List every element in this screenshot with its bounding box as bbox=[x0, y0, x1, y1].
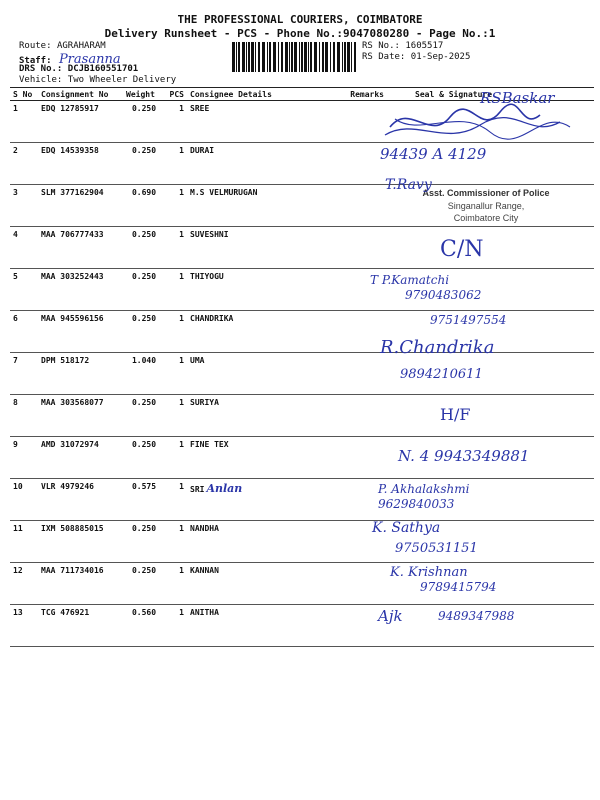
barcode-bar bbox=[273, 42, 276, 72]
cell-consignment-no bbox=[38, 521, 123, 563]
cell-consignment-no bbox=[38, 143, 123, 185]
cell-weight bbox=[123, 353, 165, 395]
signature-8-text: H/F bbox=[440, 405, 471, 424]
cell-pcs-text: 1 bbox=[179, 440, 184, 449]
col-header-remarks: Remarks bbox=[337, 88, 387, 101]
signature-9-text: N. 4 9943349881 bbox=[398, 447, 530, 465]
cell-weight-text: 0.250 bbox=[131, 230, 157, 239]
cell-pcs bbox=[165, 395, 187, 437]
barcode-bar bbox=[330, 42, 331, 72]
cell-pcs bbox=[165, 311, 187, 353]
cell-pcs-text: 1 bbox=[179, 104, 184, 113]
barcode-bar bbox=[347, 42, 350, 72]
barcode-bar bbox=[344, 42, 346, 72]
rs-no-line bbox=[362, 41, 443, 51]
cell-sno-text: 6 bbox=[13, 314, 18, 323]
signature-1-text: RSBaskar bbox=[480, 89, 555, 107]
cell-sno bbox=[10, 605, 38, 647]
barcode-bar bbox=[246, 42, 247, 72]
route-line bbox=[19, 41, 106, 51]
cell-weight bbox=[123, 395, 165, 437]
cell-consignment-no-text: EDQ 12785917 bbox=[41, 104, 99, 113]
barcode-bar bbox=[308, 42, 309, 72]
cell-pcs-text: 1 bbox=[179, 356, 184, 365]
signature-6-text: 9751497554 bbox=[430, 313, 507, 327]
cell-consignment-no-text: MAA 711734016 bbox=[41, 566, 104, 575]
signature-10-phone: 9629840033 bbox=[378, 497, 455, 511]
cell-weight-text: 1.040 bbox=[131, 356, 157, 365]
cell-weight-text: 0.250 bbox=[131, 524, 157, 533]
cell-sno bbox=[10, 101, 38, 143]
cell-sno-text: 7 bbox=[13, 356, 18, 365]
cell-sno bbox=[10, 353, 38, 395]
cell-pcs-text: 1 bbox=[179, 230, 184, 239]
signature-12-phone: 9789415794 bbox=[420, 580, 497, 594]
cell-pcs bbox=[165, 479, 187, 521]
signature-11-name: K. Sathya bbox=[372, 520, 441, 536]
cell-sno bbox=[10, 479, 38, 521]
cell-consignee bbox=[187, 437, 337, 479]
cell-weight bbox=[123, 311, 165, 353]
cell-consignment-no-text: IXM 508885015 bbox=[41, 524, 104, 533]
barcode bbox=[232, 42, 358, 72]
rs-date-value: 01-Sep-2025 bbox=[410, 52, 471, 62]
barcode-bar bbox=[269, 42, 271, 72]
cell-sno-text: 5 bbox=[13, 272, 18, 281]
drs-line bbox=[19, 64, 138, 74]
col-header-seal-signature: Seal & Signature bbox=[387, 88, 594, 101]
signature-12-name: K. Krishnan bbox=[390, 565, 468, 580]
barcode-bar bbox=[289, 42, 290, 72]
barcode-bar bbox=[238, 42, 240, 72]
cell-consignee-text: SRI bbox=[190, 485, 205, 494]
cell-consignee-text: SURIYA bbox=[190, 398, 219, 407]
cell-consignee bbox=[187, 395, 337, 437]
cell-pcs-text: 1 bbox=[179, 608, 184, 617]
cell-weight bbox=[123, 605, 165, 647]
barcode-bar bbox=[314, 42, 317, 72]
cell-sno-text: 12 bbox=[13, 566, 23, 575]
cell-consignment-no-text: MAA 945596156 bbox=[41, 314, 104, 323]
cell-consignee bbox=[187, 143, 337, 185]
vehicle-line bbox=[19, 75, 176, 85]
company-title: THE PROFESSIONAL COURIERS, COIMBATORE bbox=[177, 13, 423, 26]
col-header-weight: Weight bbox=[123, 88, 165, 101]
signature-13-phone: 9489347988 bbox=[438, 609, 515, 623]
cell-consignment-no-text: MAA 706777433 bbox=[41, 230, 104, 239]
cell-consignee-text: SUVESHNI bbox=[190, 230, 229, 239]
cell-pcs bbox=[165, 143, 187, 185]
barcode-bar bbox=[304, 42, 307, 72]
cell-sno bbox=[10, 269, 38, 311]
cell-consignment-no-text: SLM 377162904 bbox=[41, 188, 104, 197]
cell-sno-text: 4 bbox=[13, 230, 18, 239]
col-header-pcs: PCS bbox=[165, 88, 187, 101]
cell-consignee bbox=[187, 563, 337, 605]
cell-pcs-text: 1 bbox=[179, 146, 184, 155]
rs-no-value: 1605517 bbox=[405, 41, 444, 51]
barcode-bar bbox=[267, 42, 268, 72]
cell-weight-text: 0.575 bbox=[131, 482, 157, 491]
cell-weight-text: 0.560 bbox=[131, 608, 157, 617]
cell-pcs bbox=[165, 353, 187, 395]
cell-weight-text: 0.690 bbox=[131, 188, 157, 197]
cell-consignee bbox=[187, 311, 337, 353]
barcode-bar bbox=[322, 42, 324, 72]
cell-weight bbox=[123, 437, 165, 479]
signature-3-text: T.Ravy bbox=[385, 177, 432, 193]
cell-consignment-no-text: AMD 31072974 bbox=[41, 440, 99, 449]
cell-consignment-no bbox=[38, 563, 123, 605]
barcode-bar bbox=[342, 42, 343, 72]
cell-sno-text: 9 bbox=[13, 440, 18, 449]
barcode-bar bbox=[354, 42, 356, 72]
cell-consignee-text: NANDHA bbox=[190, 524, 219, 533]
cell-consignee-text: KANNAN bbox=[190, 566, 219, 575]
cell-consignee-text: DURAI bbox=[190, 146, 215, 155]
cell-weight-text: 0.250 bbox=[131, 314, 157, 323]
signature-10-name: P. Akhalakshmi bbox=[378, 482, 470, 496]
cell-sno-text: 2 bbox=[13, 146, 18, 155]
barcode-bar bbox=[278, 42, 279, 72]
cell-consignment-no bbox=[38, 479, 123, 521]
cell-consignment-no-text: DPM 518172 bbox=[41, 356, 90, 365]
cell-consignment-no bbox=[38, 227, 123, 269]
barcode-bar bbox=[258, 42, 260, 72]
signature-7-name: R.Chandrika bbox=[380, 337, 495, 358]
barcode-bar bbox=[251, 42, 254, 72]
cell-sno bbox=[10, 437, 38, 479]
barcode-bar bbox=[291, 42, 293, 72]
cell-consignment-no-text: MAA 303252443 bbox=[41, 272, 104, 281]
cell-sno bbox=[10, 395, 38, 437]
cell-consignee-text: SREE bbox=[190, 104, 210, 113]
rs-no-label: RS No.: bbox=[362, 41, 400, 51]
barcode-bar bbox=[319, 42, 320, 72]
barcode-bar bbox=[248, 42, 250, 72]
cell-sno bbox=[10, 143, 38, 185]
cell-consignment-no bbox=[38, 437, 123, 479]
cell-weight-text: 0.250 bbox=[131, 104, 157, 113]
cell-sno bbox=[10, 521, 38, 563]
cell-sno bbox=[10, 563, 38, 605]
signature-2-text: 94439 A 4129 bbox=[380, 145, 487, 163]
vehicle-label: Vehicle: bbox=[19, 75, 63, 85]
cell-sno-text: 3 bbox=[13, 188, 18, 197]
cell-weight bbox=[123, 227, 165, 269]
barcode-bar bbox=[232, 42, 235, 72]
cell-weight bbox=[123, 479, 165, 521]
barcode-bar bbox=[242, 42, 245, 72]
col-header-consignee: Consignee Details bbox=[187, 88, 337, 101]
barcode-bar bbox=[351, 42, 352, 72]
route-value: AGRAHARAM bbox=[56, 41, 106, 51]
cell-consignment-no-text: MAA 303568077 bbox=[41, 398, 104, 407]
cell-weight-text: 0.250 bbox=[131, 440, 157, 449]
stamp-line-3: Coimbatore City bbox=[453, 213, 519, 223]
cell-weight bbox=[123, 269, 165, 311]
cell-pcs bbox=[165, 437, 187, 479]
cell-weight bbox=[123, 185, 165, 227]
cell-pcs bbox=[165, 101, 187, 143]
signature-7-phone: 9894210611 bbox=[400, 367, 483, 382]
stamp-line-2: Singanallur Range, bbox=[447, 201, 525, 211]
cell-consignment-no bbox=[38, 311, 123, 353]
cell-consignee bbox=[187, 605, 337, 647]
cell-pcs-text: 1 bbox=[179, 314, 184, 323]
route-label: Route: bbox=[19, 41, 52, 51]
cell-consignee bbox=[187, 101, 337, 143]
cell-pcs bbox=[165, 227, 187, 269]
drs-value: DCJB160551701 bbox=[67, 64, 139, 74]
cell-consignment-no bbox=[38, 185, 123, 227]
barcode-bar bbox=[236, 42, 237, 72]
vehicle-value: Two Wheeler Delivery bbox=[67, 75, 177, 85]
barcode-bar bbox=[325, 42, 328, 72]
cell-consignee bbox=[187, 353, 337, 395]
cell-weight bbox=[123, 101, 165, 143]
runsheet-subtitle: Delivery Runsheet - PCS - Phone No.:9047080280 - Page No.:1 bbox=[104, 27, 496, 40]
barcode-bar bbox=[299, 42, 300, 72]
rs-date-label: RS Date: bbox=[362, 52, 406, 62]
cell-pcs-text: 1 bbox=[179, 188, 184, 197]
cell-consignment-no-text: EDQ 14539358 bbox=[41, 146, 99, 155]
barcode-bar bbox=[301, 42, 303, 72]
cell-pcs-text: 1 bbox=[179, 272, 184, 281]
cell-consignment-no bbox=[38, 605, 123, 647]
cell-weight bbox=[123, 143, 165, 185]
col-header-consignment: Consignment No bbox=[38, 88, 123, 101]
cell-consignee bbox=[187, 227, 337, 269]
cell-sno-text: 11 bbox=[13, 524, 23, 533]
cell-pcs bbox=[165, 185, 187, 227]
cell-sno-text: 8 bbox=[13, 398, 18, 407]
barcode-bar bbox=[281, 42, 283, 72]
cell-sno bbox=[10, 227, 38, 269]
barcode-bar bbox=[337, 42, 340, 72]
cell-consignee bbox=[187, 269, 337, 311]
cell-pcs bbox=[165, 563, 187, 605]
cell-consignee-text: ANITHA bbox=[190, 608, 219, 617]
cell-weight-text: 0.250 bbox=[131, 398, 157, 407]
barcode-bar bbox=[285, 42, 288, 72]
cell-sno bbox=[10, 311, 38, 353]
staff-label: Staff: bbox=[19, 56, 52, 66]
col-header-sno: S No bbox=[10, 88, 38, 101]
cell-consignee-text: FINE TEX bbox=[190, 440, 229, 449]
cell-consignee bbox=[187, 185, 337, 227]
cell-consignment-no bbox=[38, 395, 123, 437]
cell-pcs bbox=[165, 521, 187, 563]
cell-consignee-text: M.S VELMURUGAN bbox=[190, 188, 258, 197]
barcode-bar bbox=[333, 42, 335, 72]
cell-pcs-text: 1 bbox=[179, 398, 184, 407]
cell-weight-text: 0.250 bbox=[131, 272, 157, 281]
barcode-bar bbox=[262, 42, 265, 72]
cell-consignee-text: UMA bbox=[190, 356, 205, 365]
drs-label: DRS No.: bbox=[19, 64, 63, 74]
signature-4-text: C/N bbox=[440, 237, 484, 262]
cell-weight-text: 0.250 bbox=[131, 146, 157, 155]
cell-consignee bbox=[187, 521, 337, 563]
barcode-bar bbox=[294, 42, 297, 72]
cell-pcs-text: 1 bbox=[179, 524, 184, 533]
rs-date-line bbox=[362, 52, 470, 62]
cell-pcs bbox=[165, 605, 187, 647]
cell-consignment-no-text: VLR 4979246 bbox=[41, 482, 94, 491]
signature-11-phone: 9750531151 bbox=[395, 541, 478, 556]
cell-sno-text: 13 bbox=[13, 608, 23, 617]
cell-weight bbox=[123, 521, 165, 563]
staff-handwritten-name: Prasanna bbox=[58, 52, 121, 67]
barcode-bar bbox=[310, 42, 312, 72]
cell-sno-text: 10 bbox=[13, 482, 23, 491]
cell-pcs-text: 1 bbox=[179, 566, 184, 575]
cell-weight-text: 0.250 bbox=[131, 566, 157, 575]
cell-consignment-no bbox=[38, 353, 123, 395]
cell-consignee-text: THIYOGU bbox=[190, 272, 224, 281]
cell-pcs-text: 1 bbox=[179, 482, 184, 491]
signature-5-phone: 9790483062 bbox=[405, 288, 482, 302]
cell-sno bbox=[10, 185, 38, 227]
cell-sno-text: 1 bbox=[13, 104, 18, 113]
signature-13-initials: Ajk bbox=[378, 607, 403, 625]
cell-consignment-no-text: TCG 476921 bbox=[41, 608, 90, 617]
signature-5-name: T P.Kamatchi bbox=[370, 273, 450, 287]
barcode-bar bbox=[255, 42, 256, 72]
cell-consignee-text: CHANDRIKA bbox=[190, 314, 234, 323]
cell-consignment-no bbox=[38, 269, 123, 311]
stamp-line-1: Asst. Commissioner of Police bbox=[422, 188, 550, 198]
consignee-handwritten-suffix: Anlan bbox=[206, 482, 243, 495]
cell-consignee bbox=[187, 479, 337, 521]
cell-pcs bbox=[165, 269, 187, 311]
cell-consignment-no bbox=[38, 101, 123, 143]
cell-weight bbox=[123, 563, 165, 605]
